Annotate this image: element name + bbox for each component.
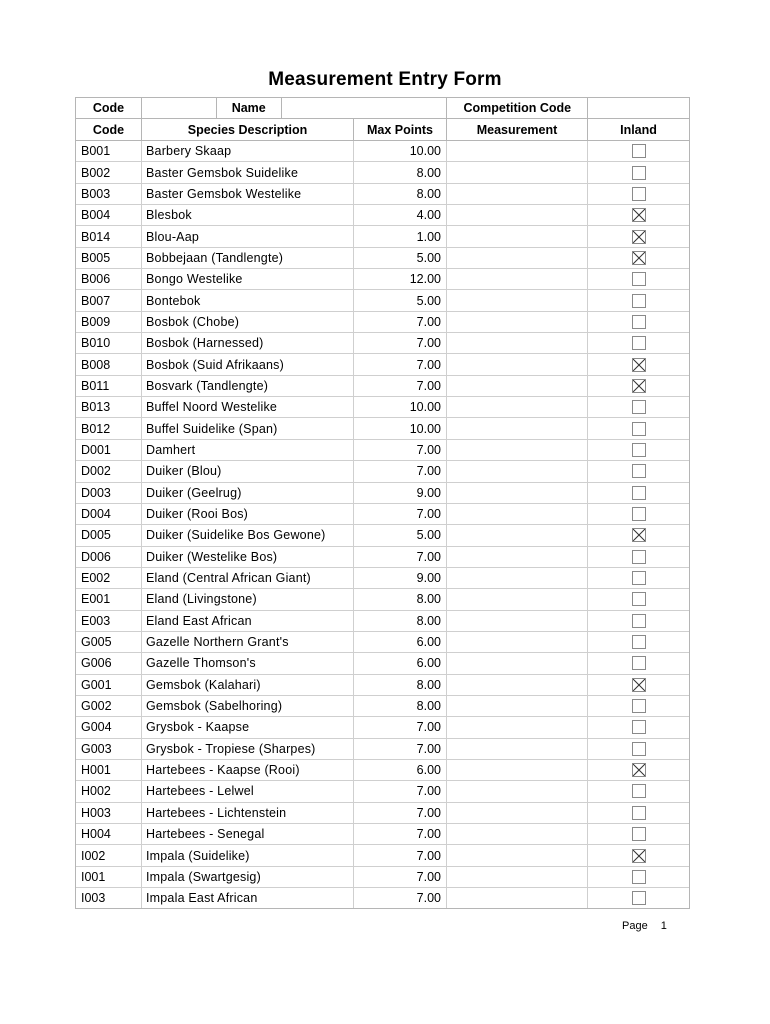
max-points: 8.00 xyxy=(354,675,447,695)
species-description: Buffel Noord Westelike xyxy=(142,397,354,417)
inland-cell xyxy=(588,354,689,374)
page-title: Measurement Entry Form xyxy=(268,69,502,90)
inland-checkbox[interactable] xyxy=(632,891,646,905)
inland-checkbox[interactable] xyxy=(632,635,646,649)
max-points: 8.00 xyxy=(354,162,447,182)
table-row xyxy=(76,589,689,610)
table-row xyxy=(76,632,689,653)
species-code: D002 xyxy=(76,461,142,481)
species-code: H004 xyxy=(76,824,142,844)
inland-checkbox[interactable] xyxy=(632,550,646,564)
column-header-row xyxy=(75,119,690,141)
species-code: G004 xyxy=(76,717,142,737)
inland-cell xyxy=(588,312,689,332)
max-points: 7.00 xyxy=(354,845,447,865)
max-points: 6.00 xyxy=(354,653,447,673)
table-row xyxy=(76,696,689,717)
measurement-field[interactable] xyxy=(447,248,588,268)
species-code: D001 xyxy=(76,440,142,460)
species-description: Grysbok - Tropiese (Sharpes) xyxy=(142,739,354,759)
species-table-body xyxy=(75,141,690,909)
table-row xyxy=(76,418,689,439)
species-description: Eland East African xyxy=(142,611,354,631)
table-row xyxy=(76,525,689,546)
column-header-measurement: Measurement xyxy=(447,119,588,140)
measurement-field[interactable] xyxy=(447,504,588,524)
measurement-field[interactable] xyxy=(447,269,588,289)
inland-cell xyxy=(588,824,689,844)
page-label: Page xyxy=(622,920,648,932)
table-row xyxy=(76,845,689,866)
inland-cell xyxy=(588,696,689,716)
max-points: 7.00 xyxy=(354,803,447,823)
inland-cell xyxy=(588,418,689,438)
checkbox-cross-icon xyxy=(633,850,645,862)
inland-cell xyxy=(588,632,689,652)
table-row xyxy=(76,717,689,738)
measurement-field[interactable] xyxy=(447,547,588,567)
species-code: B010 xyxy=(76,333,142,353)
species-code: B003 xyxy=(76,184,142,204)
measurement-field[interactable] xyxy=(447,333,588,353)
table-row xyxy=(76,312,689,333)
species-description: Hartebees - Kaapse (Rooi) xyxy=(142,760,354,780)
species-description: Blesbok xyxy=(142,205,354,225)
max-points: 7.00 xyxy=(354,461,447,481)
species-code: B012 xyxy=(76,418,142,438)
measurement-field[interactable] xyxy=(447,760,588,780)
species-description: Duiker (Geelrug) xyxy=(142,483,354,503)
table-row xyxy=(76,739,689,760)
checkbox-cross-icon xyxy=(633,252,645,264)
max-points: 12.00 xyxy=(354,269,447,289)
checkbox-cross-icon xyxy=(633,380,645,392)
inland-cell xyxy=(588,568,689,588)
max-points: 7.00 xyxy=(354,824,447,844)
table-row xyxy=(76,184,689,205)
inland-cell xyxy=(588,248,689,268)
inland-checkbox-checked[interactable] xyxy=(632,528,646,542)
species-description: Duiker (Blou) xyxy=(142,461,354,481)
inland-cell xyxy=(588,888,689,908)
species-description: Bontebok xyxy=(142,290,354,310)
inland-checkbox-checked[interactable] xyxy=(632,251,646,265)
species-description: Hartebees - Senegal xyxy=(142,824,354,844)
inland-cell xyxy=(588,483,689,503)
inland-checkbox-checked[interactable] xyxy=(632,230,646,244)
species-description: Duiker (Westelike Bos) xyxy=(142,547,354,567)
measurement-field[interactable] xyxy=(447,376,588,396)
inland-checkbox[interactable] xyxy=(632,742,646,756)
measurement-field[interactable] xyxy=(447,354,588,374)
inland-cell xyxy=(588,162,689,182)
measurement-field[interactable] xyxy=(447,803,588,823)
species-description: Hartebees - Lelwel xyxy=(142,781,354,801)
species-code: D005 xyxy=(76,525,142,545)
max-points: 8.00 xyxy=(354,611,447,631)
inland-cell xyxy=(588,611,689,631)
table-row xyxy=(76,290,689,311)
inland-checkbox[interactable] xyxy=(632,784,646,798)
inland-checkbox[interactable] xyxy=(632,870,646,884)
inland-cell xyxy=(588,760,689,780)
species-description: Gemsbok (Kalahari) xyxy=(142,675,354,695)
table-row xyxy=(76,760,689,781)
species-code: B014 xyxy=(76,226,142,246)
inland-checkbox[interactable] xyxy=(632,571,646,585)
max-points: 5.00 xyxy=(354,248,447,268)
measurement-field[interactable] xyxy=(447,226,588,246)
species-code: E002 xyxy=(76,568,142,588)
code-label: Code xyxy=(76,98,142,118)
column-header-species: Species Description xyxy=(142,119,354,140)
max-points: 10.00 xyxy=(354,141,447,161)
table-row xyxy=(76,653,689,674)
species-description: Bobbejaan (Tandlengte) xyxy=(142,248,354,268)
inland-checkbox[interactable] xyxy=(632,486,646,500)
species-code: I001 xyxy=(76,867,142,887)
max-points: 8.00 xyxy=(354,589,447,609)
measurement-field[interactable] xyxy=(447,184,588,204)
inland-checkbox[interactable] xyxy=(632,507,646,521)
species-code: E001 xyxy=(76,589,142,609)
inland-cell xyxy=(588,397,689,417)
max-points: 7.00 xyxy=(354,354,447,374)
measurement-field[interactable] xyxy=(447,589,588,609)
table-row xyxy=(76,803,689,824)
inland-cell xyxy=(588,739,689,759)
column-header-max-points: Max Points xyxy=(354,119,447,140)
species-description: Impala East African xyxy=(142,888,354,908)
inland-cell xyxy=(588,290,689,310)
max-points: 7.00 xyxy=(354,781,447,801)
inland-checkbox[interactable] xyxy=(632,827,646,841)
inland-checkbox[interactable] xyxy=(632,315,646,329)
species-code: B007 xyxy=(76,290,142,310)
inland-checkbox[interactable] xyxy=(632,144,646,158)
max-points: 6.00 xyxy=(354,632,447,652)
table-row xyxy=(76,397,689,418)
code-value-field[interactable] xyxy=(142,98,217,118)
species-description: Barbery Skaap xyxy=(142,141,354,161)
table-row xyxy=(76,824,689,845)
max-points: 8.00 xyxy=(354,184,447,204)
inland-cell xyxy=(588,867,689,887)
column-header-inland: Inland xyxy=(620,122,657,137)
table-row xyxy=(76,162,689,183)
species-description: Hartebees - Lichtenstein xyxy=(142,803,354,823)
inland-checkbox[interactable] xyxy=(632,187,646,201)
max-points: 9.00 xyxy=(354,568,447,588)
table-row xyxy=(76,611,689,632)
max-points: 8.00 xyxy=(354,696,447,716)
species-description: Impala (Suidelike) xyxy=(142,845,354,865)
species-code: B004 xyxy=(76,205,142,225)
inland-checkbox[interactable] xyxy=(632,699,646,713)
species-code: B002 xyxy=(76,162,142,182)
inland-checkbox[interactable] xyxy=(632,656,646,670)
species-description: Impala (Swartgesig) xyxy=(142,867,354,887)
max-points: 9.00 xyxy=(354,483,447,503)
inland-cell xyxy=(588,781,689,801)
inland-cell xyxy=(588,376,689,396)
max-points: 7.00 xyxy=(354,440,447,460)
max-points: 7.00 xyxy=(354,739,447,759)
species-description: Gazelle Northern Grant's xyxy=(142,632,354,652)
species-code: B006 xyxy=(76,269,142,289)
species-code: B013 xyxy=(76,397,142,417)
measurement-field[interactable] xyxy=(447,845,588,865)
table-row xyxy=(76,333,689,354)
species-description: Eland (Central African Giant) xyxy=(142,568,354,588)
measurement-field[interactable] xyxy=(447,739,588,759)
species-code: G003 xyxy=(76,739,142,759)
inland-checkbox[interactable] xyxy=(632,294,646,308)
species-code: I002 xyxy=(76,845,142,865)
species-description: Gazelle Thomson's xyxy=(142,653,354,673)
inland-checkbox[interactable] xyxy=(632,443,646,457)
species-code: G002 xyxy=(76,696,142,716)
measurement-field[interactable] xyxy=(447,483,588,503)
table-row xyxy=(76,141,689,162)
measurement-field[interactable] xyxy=(447,418,588,438)
species-code: E003 xyxy=(76,611,142,631)
inland-checkbox[interactable] xyxy=(632,464,646,478)
max-points: 7.00 xyxy=(354,376,447,396)
table-row xyxy=(76,504,689,525)
max-points: 5.00 xyxy=(354,525,447,545)
inland-checkbox-checked[interactable] xyxy=(632,358,646,372)
table-row xyxy=(76,781,689,802)
name-value-field[interactable] xyxy=(282,98,448,118)
species-code: D003 xyxy=(76,483,142,503)
inland-checkbox[interactable] xyxy=(632,166,646,180)
checkbox-cross-icon xyxy=(633,764,645,776)
species-description: Buffel Suidelike (Span) xyxy=(142,418,354,438)
measurement-field[interactable] xyxy=(447,888,588,908)
species-code: D006 xyxy=(76,547,142,567)
species-code: D004 xyxy=(76,504,142,524)
measurement-field[interactable] xyxy=(447,632,588,652)
measurement-field[interactable] xyxy=(447,696,588,716)
species-code: B005 xyxy=(76,248,142,268)
measurement-field[interactable] xyxy=(447,290,588,310)
max-points: 5.00 xyxy=(354,290,447,310)
table-row xyxy=(76,888,689,909)
species-code: B001 xyxy=(76,141,142,161)
table-row xyxy=(76,867,689,888)
measurement-field[interactable] xyxy=(447,397,588,417)
species-description: Grysbok - Kaapse xyxy=(142,717,354,737)
max-points: 7.00 xyxy=(354,504,447,524)
species-description: Blou-Aap xyxy=(142,226,354,246)
species-description: Duiker (Suidelike Bos Gewone) xyxy=(142,525,354,545)
inland-checkbox[interactable] xyxy=(632,272,646,286)
measurement-field[interactable] xyxy=(447,781,588,801)
measurement-field[interactable] xyxy=(447,675,588,695)
species-code: H001 xyxy=(76,760,142,780)
table-row xyxy=(76,248,689,269)
inland-cell xyxy=(588,141,689,161)
table-row xyxy=(76,461,689,482)
competition-code-label: Competition Code xyxy=(447,98,588,118)
inland-cell xyxy=(588,205,689,225)
inland-cell xyxy=(588,504,689,524)
checkbox-cross-icon xyxy=(633,209,645,221)
max-points: 1.00 xyxy=(354,226,447,246)
inland-cell xyxy=(588,333,689,353)
competition-code-field[interactable] xyxy=(588,98,689,118)
species-description: Bosbok (Harnessed) xyxy=(142,333,354,353)
measurement-field[interactable] xyxy=(447,717,588,737)
measurement-field[interactable] xyxy=(447,653,588,673)
inland-cell xyxy=(588,675,689,695)
measurement-field[interactable] xyxy=(447,611,588,631)
species-code: B009 xyxy=(76,312,142,332)
checkbox-cross-icon xyxy=(633,231,645,243)
inland-cell xyxy=(588,525,689,545)
top-header-row xyxy=(75,97,690,119)
measurement-field[interactable] xyxy=(447,162,588,182)
measurement-field[interactable] xyxy=(447,824,588,844)
max-points: 10.00 xyxy=(354,397,447,417)
inland-checkbox[interactable] xyxy=(632,806,646,820)
column-header-code: Code xyxy=(76,119,142,140)
checkbox-cross-icon xyxy=(633,529,645,541)
inland-checkbox[interactable] xyxy=(632,400,646,414)
inland-cell xyxy=(588,184,689,204)
species-description: Bosbok (Chobe) xyxy=(142,312,354,332)
max-points: 7.00 xyxy=(354,312,447,332)
species-code: B011 xyxy=(76,376,142,396)
table-row xyxy=(76,226,689,247)
name-label: Name xyxy=(217,98,282,118)
species-code: B008 xyxy=(76,354,142,374)
species-description: Gemsbok (Sabelhoring) xyxy=(142,696,354,716)
inland-cell xyxy=(588,589,689,609)
table-row xyxy=(76,376,689,397)
max-points: 10.00 xyxy=(354,418,447,438)
species-description: Baster Gemsbok Suidelike xyxy=(142,162,354,182)
table-row xyxy=(76,547,689,568)
inland-checkbox-checked[interactable] xyxy=(632,379,646,393)
inland-cell xyxy=(588,717,689,737)
measurement-field[interactable] xyxy=(447,867,588,887)
inland-cell xyxy=(588,226,689,246)
species-description: Baster Gemsbok Westelike xyxy=(142,184,354,204)
species-description: Bosvark (Tandlengte) xyxy=(142,376,354,396)
measurement-field[interactable] xyxy=(447,440,588,460)
inland-checkbox[interactable] xyxy=(632,614,646,628)
inland-checkbox-checked[interactable] xyxy=(632,678,646,692)
inland-checkbox[interactable] xyxy=(632,336,646,350)
species-description: Damhert xyxy=(142,440,354,460)
table-row xyxy=(76,269,689,290)
max-points: 7.00 xyxy=(354,547,447,567)
checkbox-cross-icon xyxy=(633,679,645,691)
measurement-field[interactable] xyxy=(447,525,588,545)
max-points: 7.00 xyxy=(354,888,447,908)
table-row xyxy=(76,205,689,226)
measurement-field[interactable] xyxy=(447,141,588,161)
table-row xyxy=(76,354,689,375)
species-code: I003 xyxy=(76,888,142,908)
inland-cell xyxy=(588,845,689,865)
species-code: H003 xyxy=(76,803,142,823)
max-points: 7.00 xyxy=(354,867,447,887)
inland-checkbox-checked[interactable] xyxy=(632,208,646,222)
max-points: 6.00 xyxy=(354,760,447,780)
measurement-field[interactable] xyxy=(447,461,588,481)
measurement-field[interactable] xyxy=(447,568,588,588)
measurement-field[interactable] xyxy=(447,312,588,332)
species-description: Bongo Westelike xyxy=(142,269,354,289)
page-footer xyxy=(622,920,667,932)
species-description: Eland (Livingstone) xyxy=(142,589,354,609)
species-description: Duiker (Rooi Bos) xyxy=(142,504,354,524)
inland-cell xyxy=(588,803,689,823)
species-code: G005 xyxy=(76,632,142,652)
inland-cell xyxy=(588,547,689,567)
checkbox-cross-icon xyxy=(633,359,645,371)
species-code: H002 xyxy=(76,781,142,801)
inland-cell xyxy=(588,440,689,460)
table-row xyxy=(76,675,689,696)
inland-cell xyxy=(588,461,689,481)
species-description: Bosbok (Suid Afrikaans) xyxy=(142,354,354,374)
table-row xyxy=(76,568,689,589)
inland-checkbox[interactable] xyxy=(632,592,646,606)
species-code: G001 xyxy=(76,675,142,695)
page-number: 1 xyxy=(660,920,667,932)
inland-checkbox-checked[interactable] xyxy=(632,849,646,863)
max-points: 4.00 xyxy=(354,205,447,225)
measurement-field[interactable] xyxy=(447,205,588,225)
inland-cell xyxy=(588,269,689,289)
inland-checkbox-checked[interactable] xyxy=(632,763,646,777)
inland-checkbox[interactable] xyxy=(632,422,646,436)
inland-cell xyxy=(588,653,689,673)
max-points: 7.00 xyxy=(354,717,447,737)
table-row xyxy=(76,440,689,461)
species-code: G006 xyxy=(76,653,142,673)
inland-checkbox[interactable] xyxy=(632,720,646,734)
table-row xyxy=(76,483,689,504)
max-points: 7.00 xyxy=(354,333,447,353)
